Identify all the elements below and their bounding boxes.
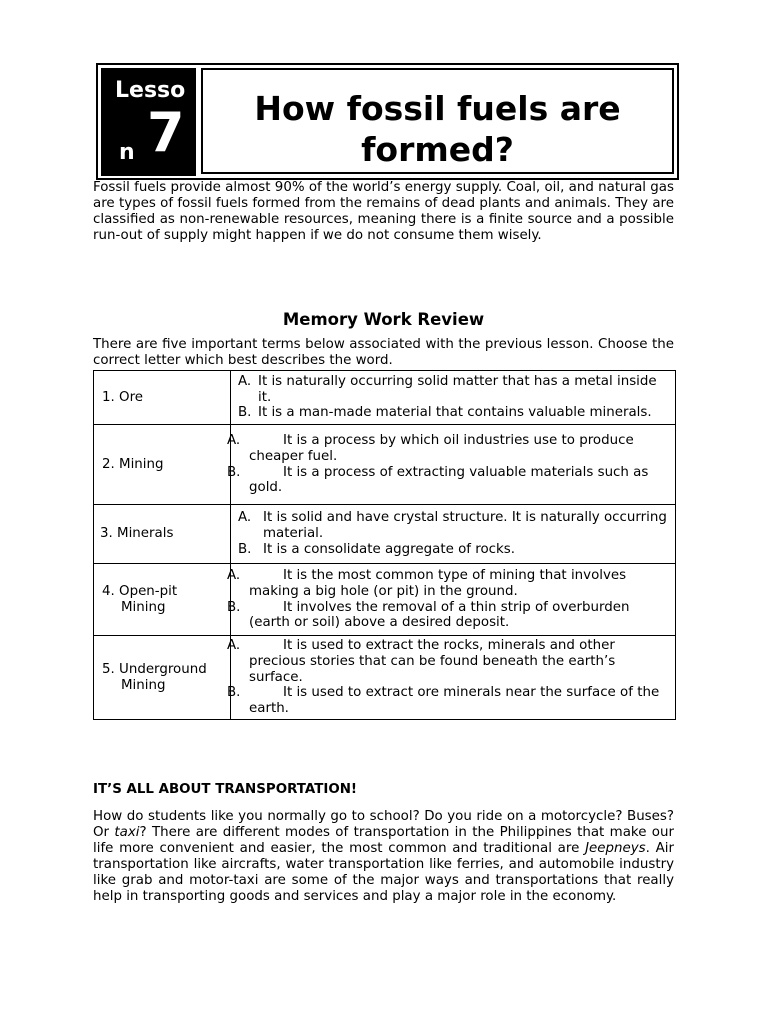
option-letter: B. — [227, 464, 241, 480]
table-row — [94, 564, 676, 636]
option-text: It is the most common type of mining that involves making a big hole (or pit) in the ground. — [249, 567, 627, 599]
transport-heading: IT’S ALL ABOUT TRANSPORTATION! — [93, 782, 358, 797]
memory-review-instructions: There are five important terms below associated with the previous lesson. Choose the correct letter which best describes the word. — [93, 337, 674, 368]
title-line-1: How fossil fuels are — [254, 89, 621, 128]
option-a — [238, 510, 667, 542]
term-label: 3. Minerals — [100, 526, 174, 542]
page-title — [203, 88, 672, 170]
option-text: It is a man-made material that contains valuable minerals. — [258, 405, 652, 421]
title-frame — [201, 68, 674, 174]
term-label: 1. Ore — [102, 389, 144, 405]
option-b — [227, 464, 667, 497]
option-text: It is used to extract the rocks, minerals and other precious stories that can be found beneath the earth’s surface. — [249, 638, 616, 685]
title-line-2: formed? — [361, 130, 514, 169]
option-text: It involves the removal of a thin strip of overburden (earth or soil) above a desired deposit. — [249, 599, 630, 631]
term-label-continued: Mining — [121, 677, 166, 693]
option-b — [227, 685, 667, 717]
term-cell — [94, 636, 231, 720]
option-letter: A. — [227, 432, 241, 448]
table-row — [94, 636, 676, 720]
term-label: 4. Open-pit — [102, 583, 178, 599]
options-cell — [227, 425, 676, 505]
option-a — [227, 432, 667, 465]
table-row — [94, 425, 676, 505]
option-a — [238, 374, 667, 406]
option-text: It is naturally occurring solid matter that has a metal inside it. — [258, 373, 657, 405]
option-letter: A. — [227, 638, 241, 653]
option-letter: B. — [238, 405, 252, 421]
memory-review-title: Memory Work Review — [282, 310, 485, 329]
memory-review-table — [93, 370, 676, 720]
table-row — [94, 505, 676, 564]
intro-paragraph: Fossil fuels provide almost 90% of the world’s energy supply. Coal, oil, and natural gas are types of fossil fuels formed from the remains of dead plants and animals. They are classified as non-renewable resources, meaning there is a finite source and a possible run-out of supply might happen if we do not consume them wisely. — [93, 180, 674, 243]
table-row — [94, 371, 676, 425]
lesson-label-part1: Lesso — [115, 78, 186, 103]
options-cell — [231, 505, 676, 564]
transport-text-2: ? There are different modes of transportation in the Philippines that make our life more convenient and easier, the most common and traditional are — [93, 825, 674, 856]
lesson-number: 7 — [147, 101, 185, 164]
option-text: It is a consolidate aggregate of rocks. — [263, 541, 515, 557]
term-label-continued: Mining — [121, 599, 166, 615]
term-label: 5. Underground — [102, 661, 207, 677]
options-cell — [227, 564, 676, 636]
transport-text-3: . Air transportation like aircrafts, water transportation like ferries, and automobile industry like grab and motor-taxi are some of the major ways and transportations that really help in transporting goods and services and play a major role in the economy. — [93, 841, 674, 904]
term-label: 2. Mining — [102, 456, 164, 472]
options-cell — [227, 636, 676, 720]
options-cell — [231, 371, 676, 425]
option-letter: A. — [238, 373, 252, 389]
option-b — [227, 599, 667, 632]
term-cell — [94, 371, 231, 425]
lesson-label-part2: n — [119, 140, 135, 165]
taxi-word: taxi — [114, 825, 140, 840]
transport-paragraph — [93, 809, 674, 905]
option-text: It is a process by which oil industries use to produce cheaper fuel. — [249, 432, 634, 464]
option-b — [238, 405, 667, 421]
option-letter: B. — [227, 599, 241, 615]
transport-text-1: How do students like you normally go to school? Do you ride on a motorcycle? Buses? Or — [93, 809, 674, 840]
option-text: It is used to extract ore minerals near the surface of the earth. — [249, 685, 660, 717]
option-text: It is solid and have crystal structure. It is naturally occurring material. — [263, 510, 667, 542]
option-text: It is a process of extracting valuable materials such as gold. — [249, 464, 649, 496]
option-letter: B. — [238, 541, 252, 557]
term-cell — [94, 425, 231, 505]
option-letter: A. — [227, 567, 241, 583]
term-cell — [94, 505, 231, 564]
option-b — [238, 542, 667, 558]
option-letter: A. — [238, 510, 252, 526]
lesson-badge — [101, 68, 196, 176]
option-a — [227, 638, 667, 685]
term-cell — [94, 564, 231, 636]
jeepneys-word: Jeepneys — [585, 841, 646, 856]
option-letter: B. — [227, 685, 241, 701]
option-a — [227, 567, 667, 600]
lesson-header — [96, 63, 679, 180]
